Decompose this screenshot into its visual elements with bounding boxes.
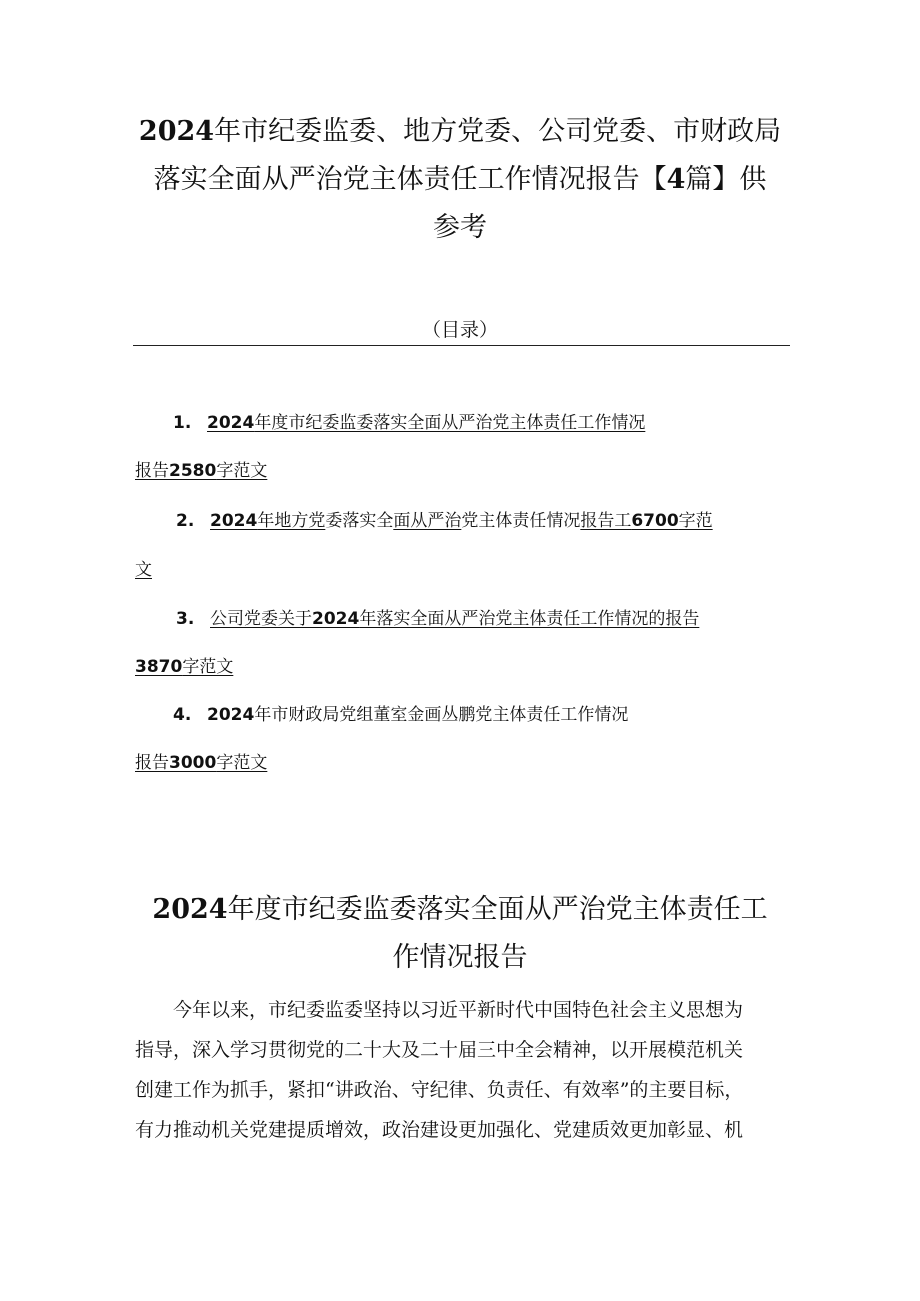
toc-item-text: 2024年市财政局党组董室金画丛鹏党主体责任工作情况 xyxy=(207,705,629,725)
toc-item-link-continued[interactable]: 文 xyxy=(135,560,152,580)
toc-heading: （目录） xyxy=(421,319,498,341)
section-title-line-2: 作情况报告 xyxy=(392,942,528,973)
document-title-line-1: 2024年市纪委监委、地方党委、公司党委、市财政局 xyxy=(138,116,782,147)
toc-item-link[interactable]: 2024年度市纪委监委落实全面从严治党主体责任工作情况 xyxy=(207,413,646,433)
toc-item-link[interactable]: 报告工6700字范 xyxy=(580,511,713,531)
toc-item-link-continued[interactable]: 报告3000字范文 xyxy=(135,753,268,773)
body-line-3: 创建工作为抓手，紧扣“讲政治、守纪律、负责任、有效率”的主要目标， xyxy=(135,1079,744,1101)
toc-item-link[interactable]: 面从严治 xyxy=(393,511,462,531)
toc-item-number: 2. xyxy=(176,511,195,531)
toc-item-link-continued[interactable]: 3870字范文 xyxy=(135,657,234,677)
document-title-line-2: 落实全面从严治党主体责任工作情况报告【4篇】供 xyxy=(153,164,767,195)
body-line-2: 指导，深入学习贯彻党的二十大及二十届三中全会精神，以开展模范机关 xyxy=(135,1039,744,1061)
section-title-line-1: 2024年度市纪委监委落实全面从严治党主体责任工 xyxy=(152,894,768,925)
document-title-line-3: 参考 xyxy=(433,212,487,243)
toc-item-text: 党主体责任情况 xyxy=(461,511,581,531)
body-line-1: 今年以来，市纪委监委坚持以习近平新时代中国特色社会主义思想为 xyxy=(173,999,744,1021)
toc-item-link[interactable]: 公司党委关于2024年落实全面从严治党主体责任工作情况的报告 xyxy=(210,609,700,629)
toc-item-link-continued[interactable]: 报告2580字范文 xyxy=(135,461,268,481)
document-title xyxy=(120,108,800,252)
toc-item-number: 4. xyxy=(173,705,192,725)
toc-item-link[interactable]: 2024年地方党 xyxy=(210,511,326,531)
toc-item-number: 1. xyxy=(173,413,192,433)
toc-item-text: 委落实全 xyxy=(325,511,394,531)
toc-item-number: 3. xyxy=(176,609,195,629)
section-title xyxy=(120,886,800,982)
section-body xyxy=(135,990,785,1150)
toc-divider xyxy=(133,345,790,346)
body-line-4: 有力推动机关党建提质增效，政治建设更加强化、党建质效更加彰显、机 xyxy=(135,1119,744,1141)
